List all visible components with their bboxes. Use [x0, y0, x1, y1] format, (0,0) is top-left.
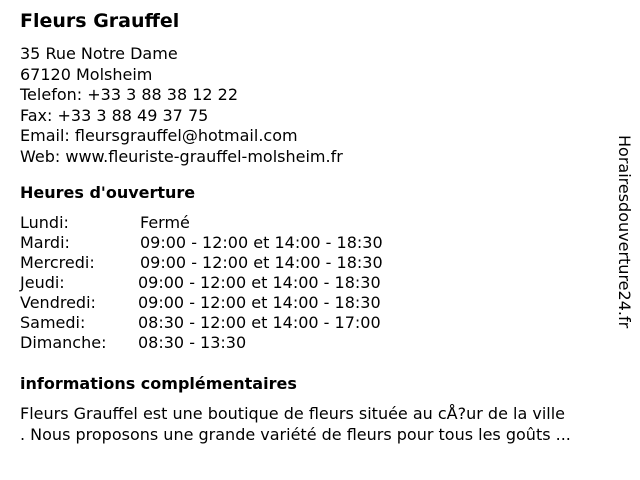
address-street: 35 Rue Notre Dame: [20, 44, 178, 63]
day-label: Jeudi:: [20, 273, 65, 292]
opening-hours-heading: Heures d'ouverture: [20, 183, 196, 202]
address-city: 67120 Molsheim: [20, 64, 153, 84]
time-range: 09:00 - 12:00 et 14:00 - 18:30: [138, 273, 381, 292]
additional-info-heading: informations complémentaires: [20, 374, 297, 393]
phone-number: Telefon: +33 3 88 38 12 22: [20, 85, 239, 104]
time-range: 08:30 - 12:00 et 14:00 - 17:00: [138, 313, 381, 332]
day-label: Vendredi:: [20, 293, 96, 312]
day-label: Lundi:: [20, 213, 69, 232]
day-label: Mardi:: [20, 233, 70, 252]
time-range: 09:00 - 12:00 et 14:00 - 18:30: [138, 293, 381, 312]
time-range: 09:00 - 12:00 et 14:00 - 18:30: [140, 233, 383, 252]
day-label: Mercredi:: [20, 253, 95, 272]
time-range: 09:00 - 12:00 et 14:00 - 18:30: [140, 253, 383, 272]
business-description: [20, 403, 620, 445]
business-name: Fleurs Grauffel: [20, 10, 180, 32]
day-label: Samedi:: [20, 313, 86, 332]
description-line: Fleurs Grauffel est une boutique de fleurs située au cÅ?ur de la ville: [20, 404, 565, 423]
contact-block: [20, 44, 343, 167]
email-address: Email: fleursgrauffel@hotmail.com: [20, 126, 298, 145]
time-range: 08:30 - 13:30: [138, 333, 247, 352]
description-line: . Nous proposons une grande variété de fleurs pour tous les goûts ...: [20, 425, 571, 444]
fax-number: Fax: +33 3 88 49 37 75: [20, 105, 209, 125]
time-range: Fermé: [140, 213, 190, 232]
website-address: Web: www.fleuriste-grauffel-molsheim.fr: [20, 146, 343, 166]
site-watermark: Horairesdouverture24.fr: [615, 135, 634, 329]
day-label: Dimanche:: [20, 333, 107, 352]
